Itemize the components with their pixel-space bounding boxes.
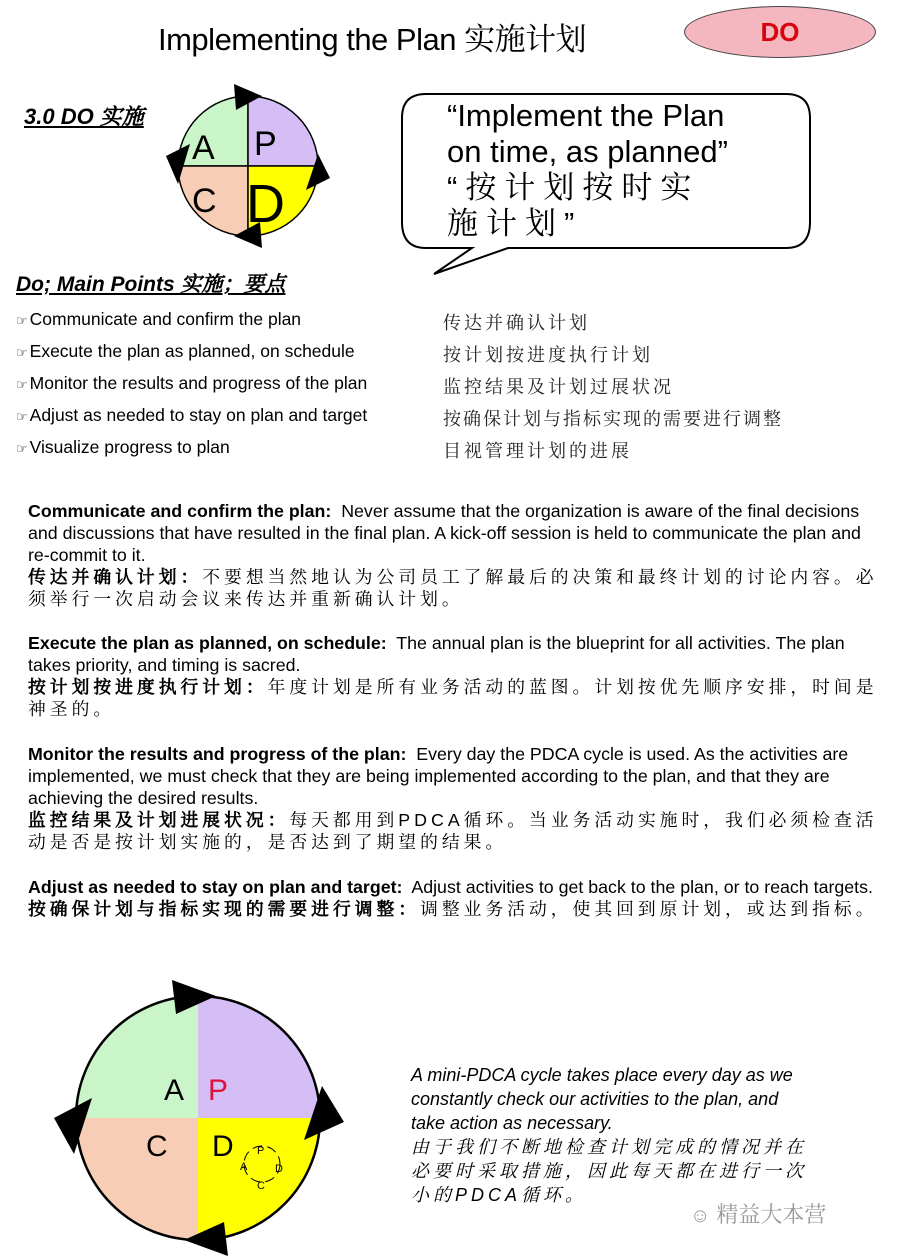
main-points-heading: Do; Main Points 实施；要点 <box>16 273 286 296</box>
paragraph-body: Never assume that the organization is aware of the final decisions and discussions that have resulted in the final plan. A kick-off session is held to communicate the plan and re-commit to it. <box>28 501 861 565</box>
paragraph-communicate <box>28 500 878 610</box>
pointing-hand-icon: ☞ <box>16 313 28 328</box>
main-point-cn: 按计划按进度执行计划 <box>443 345 653 365</box>
main-point-en: Communicate and confirm the plan <box>29 309 302 329</box>
paragraph-cn-heading: 传达并确认计划： <box>28 567 203 587</box>
watermark-text: 精益大本营 <box>716 1202 827 1227</box>
bubble-line: on time, as planned” <box>447 134 728 169</box>
mini-note-cn: 由于我们不断地检查计划完成的情况并在必要时采取措施，因此每天都在进行一次小的PDCA循环。 <box>411 1137 807 1205</box>
paragraph-body: Adjust activities to get back to the plan, or to reach targets. <box>411 877 873 897</box>
mini-cycle-note <box>411 1063 811 1207</box>
paragraph-heading: Communicate and confirm the plan: <box>28 501 332 521</box>
pointing-hand-icon: ☞ <box>16 377 28 392</box>
paragraph-cn-heading: 按确保计划与指标实现的需要进行调整： <box>28 899 421 919</box>
main-point-en: Execute the plan as planned, on schedule <box>29 341 355 361</box>
paragraph-monitor <box>28 743 878 853</box>
bubble-line: “按计划按时实 <box>447 170 700 205</box>
main-point-cn: 监控结果及计划过展状况 <box>443 377 674 397</box>
paragraph-cn-body: 不要想当然地认为公司员工了解最后的决策和最终计划的讨论内容。必须举行一次启动会议来传达并重新确认计划。 <box>28 567 878 609</box>
main-point-item <box>16 437 230 458</box>
mini-letter-a: A <box>240 1161 248 1173</box>
paragraph-heading: Monitor the results and progress of the plan: <box>28 744 407 764</box>
pointing-hand-icon: ☞ <box>16 409 28 424</box>
paragraph-cn <box>28 809 878 853</box>
paragraph-heading: Execute the plan as planned, on schedule: <box>28 633 387 653</box>
paragraph-adjust <box>28 876 878 920</box>
bubble-line: “Implement the Plan <box>447 98 725 133</box>
main-point-en: Visualize progress to plan <box>29 437 230 457</box>
big-letter-c: C <box>146 1130 168 1163</box>
paragraph-cn-heading: 按计划按进度执行计划： <box>28 677 268 697</box>
paragraph-body: Every day the PDCA cycle is used. As the activities are implemented, we must check that they are being implemented according to the plan, and that they are achieving the desired results. <box>28 744 849 808</box>
big-letter-a: A <box>164 1074 185 1107</box>
paragraph-cn-body: 年度计划是所有业务活动的蓝图。计划按优先顺序安排，时间是神圣的。 <box>28 677 878 719</box>
big-wheel-quadrants <box>76 996 320 1240</box>
small-letter-c: C <box>192 182 217 220</box>
paragraph-cn-body: 调整业务活动，使其回到原计划，或达到指标。 <box>420 899 878 919</box>
small-letter-a: A <box>192 129 215 167</box>
do-badge <box>684 6 876 58</box>
paragraph-execute <box>28 632 878 720</box>
small-letter-p: P <box>254 125 277 163</box>
section-label: 3.0 DO 实施 <box>24 104 144 129</box>
mini-letter-d: D <box>275 1163 283 1175</box>
paragraph-body: The annual plan is the blueprint for all activities. The plan takes priority, and timing is sacred. <box>28 633 845 675</box>
main-point-item <box>16 309 301 330</box>
main-point-en: Adjust as needed to stay on plan and target <box>29 405 368 425</box>
main-point-en: Monitor the results and progress of the plan <box>29 373 368 393</box>
main-point-item <box>16 373 367 394</box>
paragraph-cn <box>28 898 878 920</box>
pointing-hand-icon: ☞ <box>16 441 28 456</box>
small-pdca-wheel <box>158 84 338 254</box>
small-letter-d: D <box>246 174 285 234</box>
mini-note-en: A mini-PDCA cycle takes place every day as we constantly check our activities to the plan, and take action as necessary. <box>411 1065 793 1133</box>
paragraph-cn-body: 每天都用到PDCA循环。当业务活动实施时，我们必须检查活动是否是按计划实施的，是否达到了期望的结果。 <box>28 810 878 852</box>
big-letter-d: D <box>212 1130 234 1163</box>
main-point-cn: 按确保计划与指标实现的需要进行调整 <box>443 409 783 429</box>
page-title: Implementing the Plan 实施计划 <box>158 22 587 57</box>
mini-letter-c: C <box>257 1180 265 1192</box>
do-badge-label: DO <box>760 16 800 47</box>
pointing-hand-icon: ☞ <box>16 345 28 360</box>
bubble-quote <box>447 98 728 242</box>
quadrant-c <box>76 1118 198 1240</box>
wechat-icon: ☺ <box>690 1205 711 1227</box>
main-point-item <box>16 405 367 426</box>
bubble-line: 施计划” <box>447 206 583 241</box>
main-point-cn: 目视管理计划的进展 <box>443 441 632 461</box>
big-letter-p: P <box>208 1074 229 1107</box>
paragraph-heading: Adjust as needed to stay on plan and target: <box>28 877 403 897</box>
watermark <box>690 1198 826 1229</box>
big-pdca-wheel <box>52 978 352 1258</box>
main-point-cn: 传达并确认计划 <box>443 313 590 333</box>
paragraph-cn-heading: 监控结果及计划进展状况： <box>28 810 290 830</box>
mini-letter-p: P <box>257 1145 265 1157</box>
paragraph-cn <box>28 566 878 610</box>
main-point-item <box>16 341 355 362</box>
paragraph-cn <box>28 676 878 720</box>
